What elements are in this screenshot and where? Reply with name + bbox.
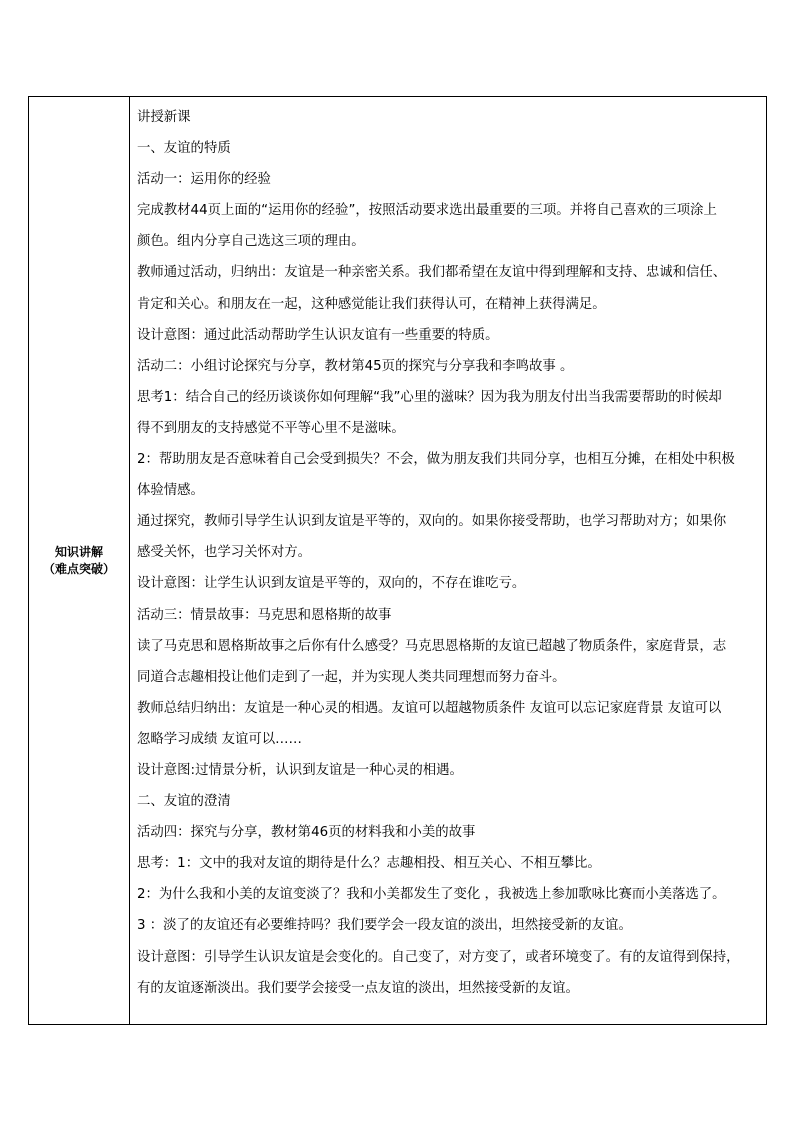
content-line: 设计意图:过情景分析，认识到友谊是一种心灵的相遇。 bbox=[137, 762, 463, 778]
section-label-cell bbox=[29, 97, 130, 1024]
section-label-title: 知识讲解 bbox=[54, 544, 103, 559]
content-line: 完成教材44页上面的“运用你的经验”，按照活动要求选出最重要的三项。并将自己喜欢的三项涂上 bbox=[137, 203, 717, 219]
content-line: 思考：1：文中的我对友谊的期待是什么？志趣相投、相互关心、不相互攀比。 bbox=[137, 856, 601, 872]
content-line: 2：帮助朋友是否意味着自己会受到损失？不会，做为朋友我们共同分享，也相互分摊，在相处中积极 bbox=[137, 452, 735, 468]
content-line: 忽略学习成绩 友谊可以…… bbox=[137, 731, 302, 747]
lesson-content-cell bbox=[130, 97, 766, 1024]
content-line: 颜色。组内分享自己选这三项的理由。 bbox=[137, 234, 365, 250]
content-line: 体验情感。 bbox=[137, 483, 204, 499]
content-line: 有的友谊逐渐淡出。我们要学会接受一点友谊的淡出，坦然接受新的友谊。 bbox=[137, 980, 579, 996]
content-line: 设计意图：引导学生认识友谊是会变化的。自己变了，对方变了，或者环境变了。有的友谊得到保持， bbox=[137, 949, 740, 965]
content-line: 读了马克思和恩格斯故事之后你有什么感受？马克思恩格斯的友谊已超越了物质条件，家庭背景，志 bbox=[137, 638, 727, 654]
content-line: 活动三：情景故事：马克思和恩格斯的故事 bbox=[137, 607, 392, 623]
content-line: 二、友谊的澄清 bbox=[137, 794, 231, 810]
content-line: 教师总结归纳出：友谊是一种心灵的相遇。友谊可以超越物质条件 友谊可以忘记家庭背景 友谊可以 bbox=[137, 700, 722, 716]
content-line: 教师通过活动，归纳出：友谊是一种亲密关系。我们都希望在友谊中得到理解和支持、忠诚和信任、 bbox=[137, 265, 727, 281]
content-line: 活动四：探究与分享，教材第46页的材料我和小美的故事 bbox=[137, 825, 476, 841]
content-line: 活动二：小组讨论探究与分享，教材第45页的探究与分享我和李鸣故事 。 bbox=[137, 358, 574, 374]
content-line: 2：为什么我和小美的友谊变淡了？我和小美都发生了变化 ，我被选上参加歌咏比赛而小美落选了。 bbox=[137, 887, 726, 903]
content-line: 一、友谊的特质 bbox=[137, 141, 231, 157]
content-line: 设计意图：让学生认识到友谊是平等的，双向的，不存在谁吃亏。 bbox=[137, 576, 526, 592]
section-label-subtitle: （难点突破） bbox=[42, 561, 115, 576]
lesson-plan-table bbox=[28, 96, 767, 1025]
content-line: 肯定和关心。和朋友在一起，这种感觉能让我们获得认可，在精神上获得满足。 bbox=[137, 296, 606, 312]
content-line: 思考1：结合自己的经历谈谈你如何理解“我”心里的滋味？因为我为朋友付出当我需要帮助的时候却 bbox=[137, 389, 722, 405]
content-line: 讲授新课 bbox=[137, 110, 191, 125]
content-line: 设计意图：通过此活动帮助学生认识友谊有一些重要的特质。 bbox=[137, 327, 499, 343]
content-line: 得不到朋友的支持感觉不平等心里不是滋味。 bbox=[137, 420, 405, 436]
content-line: 同道合志趣相投让他们走到了一起，并为实现人类共同理想而努力奋斗。 bbox=[137, 669, 566, 685]
content-line: 感受关怀，也学习关怀对方。 bbox=[137, 545, 312, 561]
content-line: 3 ：淡了的友谊还有必要维持吗？我们要学会一段友谊的淡出，坦然接受新的友谊。 bbox=[137, 918, 632, 934]
content-line: 通过探究，教师引导学生认识到友谊是平等的，双向的。如果你接受帮助，也学习帮助对方；如果你 bbox=[137, 514, 727, 530]
content-line: 活动一：运用你的经验 bbox=[137, 172, 271, 188]
